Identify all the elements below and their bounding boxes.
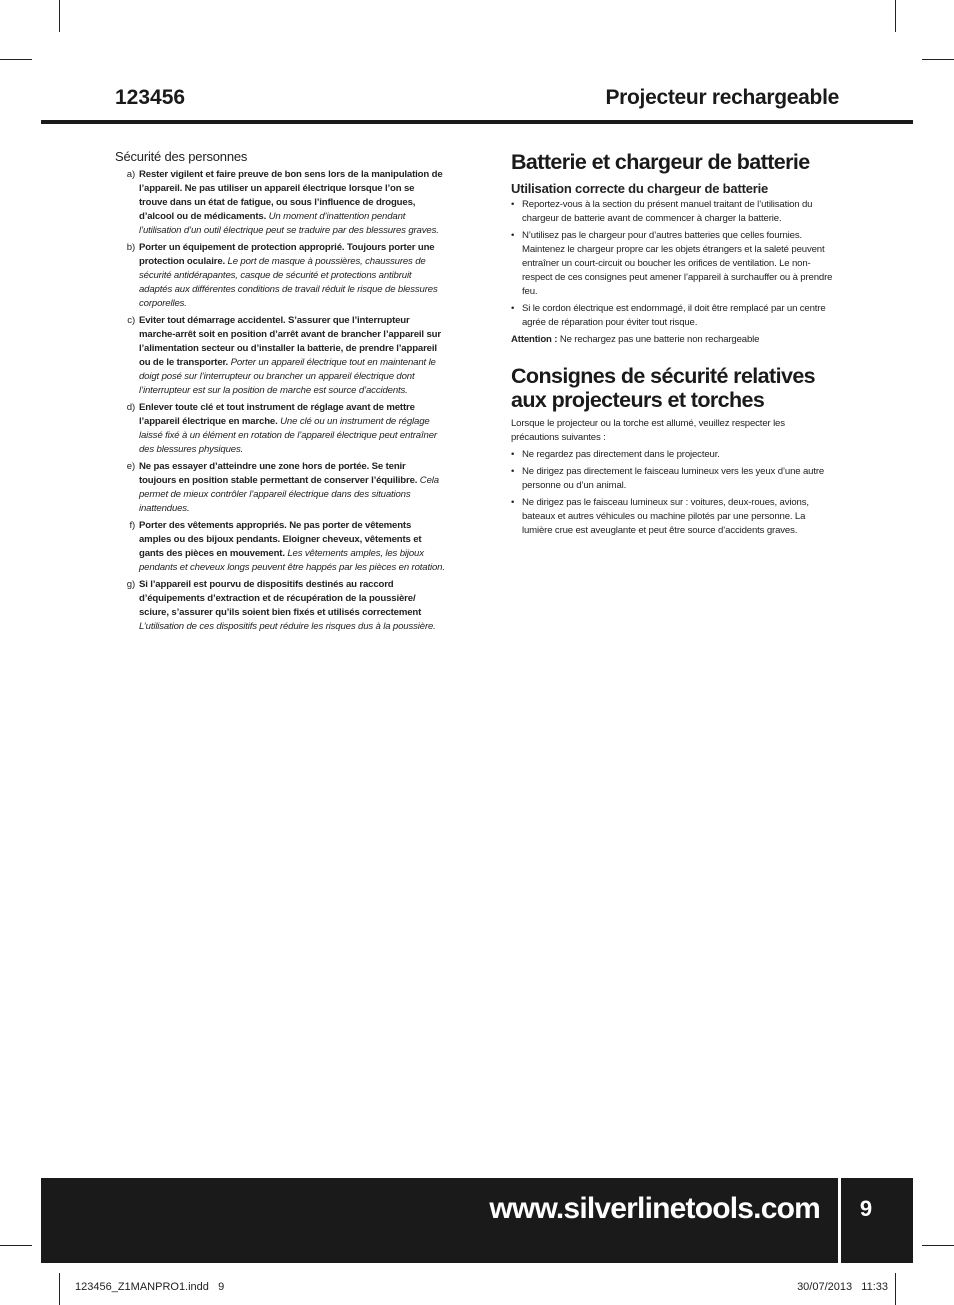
item-bold-text: Eviter tout démarrage accidentel. S’assurer que l’interrupteur marche-arrêt soit en position d’arrêt avant de brancher l’appareil sur l’alimentation secteur ou d’installer la batterie, de prendre l’appareil ou de le transporter. — [139, 315, 441, 368]
item-italic-text: Un moment d’inattention pendant l’utilisation d’un outil électrique peut se traduire par des blessures graves. — [139, 211, 439, 236]
left-column — [115, 150, 445, 637]
projector-safety-heading — [511, 364, 833, 412]
safety-item-a — [115, 168, 445, 238]
item-label: c) — [127, 315, 135, 326]
item-bold-text: Porter des vêtements appropriés. Ne pas porter de vêtements amples ou des bijoux pendants. Eloigner cheveux, vêtements et gants des pièces en mouvement. — [139, 520, 422, 559]
item-bold-text: Si l’appareil est pourvu de dispositifs destinés au raccord d’équipements d’extraction et de récupération de la poussière/ sciure, s’assurer qu’ils soient bien fixés et utilisés correctement — [139, 579, 422, 618]
projector-intro: Lorsque le projecteur ou la torche est allumé, veuillez respecter les précautions suivantes : — [511, 418, 785, 443]
item-bold-text: Enlever toute clé et tout instrument de réglage avant de mettre l’appareil électrique en marche. — [139, 402, 415, 427]
safety-item-b — [115, 241, 445, 311]
charger-usage-subheading: Utilisation correcte du chargeur de batterie — [511, 181, 769, 196]
charger-bullet — [511, 302, 833, 330]
header-rule — [41, 120, 913, 124]
bullet-mark: • — [511, 497, 515, 508]
slug-filename: 123456_Z1MANPRO1.indd 9 — [75, 1281, 225, 1293]
safety-item-f — [115, 519, 445, 575]
item-bold-text: Ne pas essayer d’atteindre une zone hors de portée. Se tenir toujours en position stable permettant de conserver l’équilibre. — [139, 461, 418, 486]
personal-safety-heading: Sécurité des personnes — [115, 149, 248, 164]
attention-note — [511, 333, 833, 347]
bullet-text: Si le cordon électrique est endommagé, il doit être remplacé par un centre agrée de réparation pour éviter tout risque. — [522, 303, 826, 328]
item-label: d) — [126, 402, 135, 413]
bullet-mark: • — [511, 230, 515, 241]
charger-bullet — [511, 229, 833, 299]
bullet-mark: • — [511, 449, 515, 460]
product-title: Projecteur rechargeable — [605, 86, 839, 109]
item-bold-text: Rester vigilent et faire preuve de bon sens lors de la manipulation de l’appareil. Ne pas utiliser un appareil électrique lorsque l’on se trouve dans un état de fatigue, ou sous l’influence de drogues, d’alcool ou de médicaments. — [139, 169, 443, 222]
item-italic-text: L’utilisation de ces dispositifs peut réduire les risques dus à la poussière. — [139, 621, 436, 632]
slug-timestamp: 30/07/2013 11:33 — [797, 1281, 888, 1293]
item-label: e) — [126, 461, 135, 472]
charger-bullet — [511, 198, 833, 226]
item-italic-text: Cela permet de mieux contrôler l’appareil électrique dans des situations inattendues. — [139, 475, 439, 514]
bullet-text: Ne regardez pas directement dans le projecteur. — [522, 449, 720, 460]
item-label: g) — [126, 579, 135, 590]
item-label: f) — [129, 520, 135, 531]
crop-mark-top-right-v — [895, 0, 896, 32]
item-label: b) — [126, 242, 135, 253]
crop-mark-bottom-left-h — [0, 1245, 32, 1246]
item-italic-text: Une clé ou un instrument de réglage laissé fixé à un élément en rotation de l’appareil électrique peut entraîner des blessures physiques. — [139, 416, 437, 455]
crop-mark-bottom-right-v — [895, 1273, 896, 1305]
projector-bullet — [511, 448, 833, 462]
safety-item-c — [115, 314, 445, 398]
crop-mark-bottom-left-v — [59, 1273, 60, 1305]
attention-label: Attention : — [511, 334, 558, 345]
bullet-text: Ne dirigez pas directement le faisceau lumineux vers les yeux d’une autre personne ou d’un animal. — [522, 466, 825, 491]
projector-bullet — [511, 496, 833, 538]
model-number: 123456 — [115, 86, 186, 109]
bullet-text: Ne dirigez pas le faisceau lumineux sur : voitures, deux-roues, avions, bateaux et autres véhicules ou machine pilotés par une personne. La lumière crue est aveuglante et peut être source d’accidents graves. — [522, 497, 809, 536]
crop-mark-bottom-right-h — [922, 1245, 954, 1246]
item-italic-text: Les vêtements amples, les bijoux pendants et cheveux longs peuvent être happés par les pièces en rotation. — [139, 548, 445, 573]
bullet-text: N’utilisez pas le chargeur pour d’autres batteries que celles fournies. Maintenez le chargeur propre car les objets étrangers et la saleté peuvent entraîner un court-circuit ou boucher les orifices de ventilation. Le non-respect de ces consignes peut amener l’appareil à surchauffer ou à prendre feu. — [522, 230, 833, 297]
bullet-mark: • — [511, 199, 515, 210]
battery-charger-heading: Batterie et chargeur de batterie — [511, 150, 810, 174]
item-italic-text: Le port de masque à poussières, chaussures de sécurité antidérapantes, casque de sécurité et protections antibruit adaptés aux différentes conditions de travail réduit le risque de blessures corporelles. — [139, 256, 438, 309]
safety-item-e — [115, 460, 445, 516]
crop-mark-top-left-v — [59, 0, 60, 32]
bullet-mark: • — [511, 466, 515, 477]
safety-item-d — [115, 401, 445, 457]
crop-mark-top-left-h — [0, 59, 32, 60]
heading-line-2: aux projecteurs et torches — [511, 388, 765, 412]
bullet-text: Reportez-vous à la section du présent manuel traitant de l’utilisation du chargeur de batterie avant de commencer à charger la batterie. — [522, 199, 813, 224]
projector-bullet — [511, 465, 833, 493]
item-bold-text: Porter un équipement de protection approprié. Toujours porter une protection oculaire. — [139, 242, 435, 267]
bullet-mark: • — [511, 303, 515, 314]
crop-mark-top-right-h — [922, 59, 954, 60]
right-column — [511, 150, 833, 541]
item-italic-text: Porter un appareil électrique tout en maintenant le doigt posé sur l’interrupteur ou brancher un appareil électrique dont l’interrupteur est sur la position de marche est source d’accidents. — [139, 357, 436, 396]
page-number: 9 — [859, 1196, 873, 1221]
heading-line-1: Consignes de sécurité relatives — [511, 364, 816, 388]
item-label: a) — [126, 169, 135, 180]
website-url[interactable]: www.silverlinetools.com — [489, 1192, 820, 1225]
safety-item-g — [115, 578, 445, 634]
attention-text: Ne rechargez pas une batterie non rechargeable — [559, 334, 760, 345]
